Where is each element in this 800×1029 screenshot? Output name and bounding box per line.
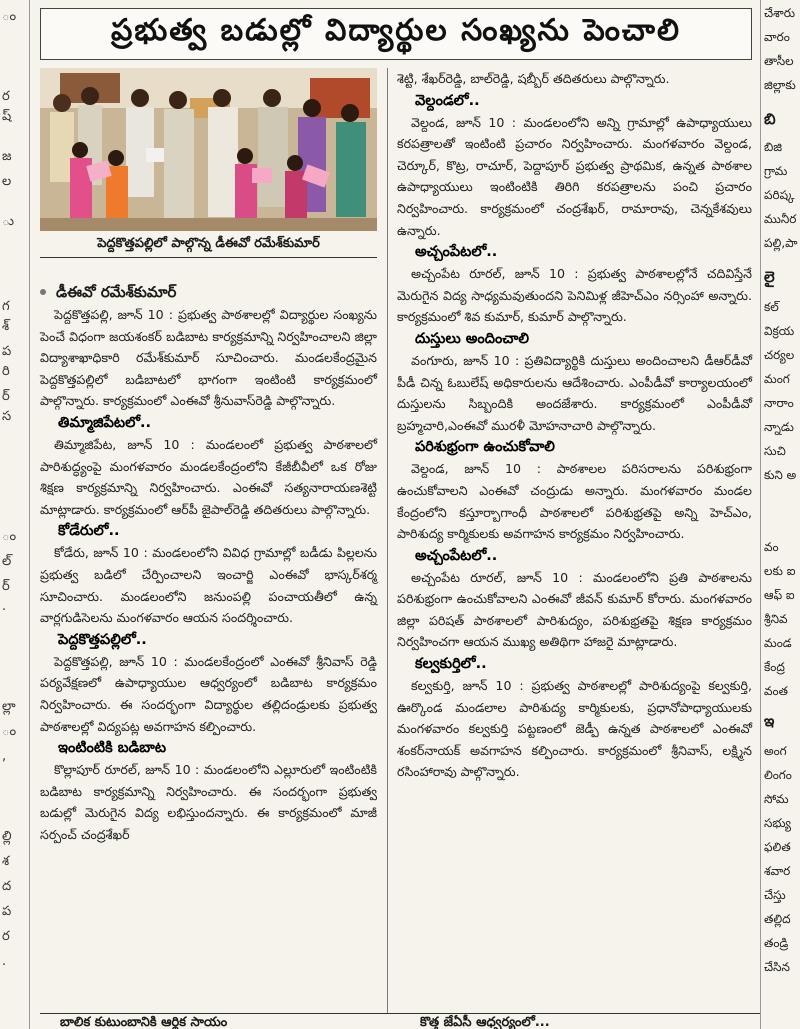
paragraph-kalwakurthy: కల్వకుర్తి, జూన్ 10 : ప్రభుత్వ పాఠశాలల్లో పారిశుద్యంపై కల్వకుర్తి, ఊర్కొండ మండలాల పారిశుద్య కార్మికులకు, ప్రధానోపాధ్యాయులకు మంగళవారం కల్వకుర్తి పట్టణంలో జెడ్పీ ఉన్నత పాఠశాలలో ఎంఈవో శంకర్‌నాయక్ అవగాహన కల్పించారు. కార్యక్రమంలో శ్రీనివాస్, లక్ష్మిన రసింహారావు పాల్గొన్నారు. — [397, 678, 752, 780]
edge-line: చేసిన — [764, 960, 790, 974]
news-photo — [40, 68, 377, 231]
subhead-achampet-2: అచ్చంపేటలో.. — [415, 547, 498, 564]
byline-text: డీఈవో రమేశ్‌కుమార్ — [56, 283, 177, 301]
edge-heading: ఇ — [764, 712, 775, 730]
column-divider — [387, 68, 388, 1013]
edge-line: ఫలిత — [764, 840, 791, 854]
edge-heading: లై — [764, 268, 775, 286]
adjacent-column-left: ం ర ష్ జ ల ు గ శ్ ప రి ర్ స ం ల్ ర్ . ల్లా ం , ల్లి శ ద ప ర . — [0, 0, 30, 1029]
edge-line: శవార — [764, 864, 791, 878]
subhead-timmajipeta: తిమ్మాజిపేటలో.. — [58, 414, 152, 431]
edge-line: తాసీల — [764, 54, 794, 68]
next-articles-strip — [40, 1013, 760, 1029]
edge-line: సుచి — [764, 444, 786, 458]
paragraph-kollapur: కొల్లాపూర్ రూరల్, జూన్ 10 : మండలంలోని ఎల్లూరులో ఇంటింటికి బడిబాట కార్యక్రమాన్ని నిర్వహించారు. ఈ సందర్భంగా ప్రభుత్వ బడుల్లో మెరుగైన విద్య లభిస్తుందన్నారు. ఈ కార్యక్రమంలో మాజీ సర్పంచ్ చంద్రశేఖర్ — [40, 762, 377, 842]
paragraph-achampet-2: అచ్చంపేట రూరల్, జూన్ 10 : మండలంలోని ప్రతి పాఠశాలను పరిశుభ్రంగా ఉంచుకోవాలని ఎంఈవో జీవన్ కుమార్ కోరారు. మంగళవారం జిల్లా పరిషత్ పాఠశాలలో పారిశుద్యం, పరిశుభ్రతపై శిక్షణ కార్యక్రమం నిర్వహించగా ఆయన ముఖ్య అతిథిగా హాజరై మాట్లాడారు. — [397, 569, 752, 650]
edge-line: వం — [764, 540, 779, 554]
article-left-column — [40, 280, 377, 845]
subhead-koderu: కోడేరులో.. — [58, 523, 120, 540]
edge-line: విక్రయ — [764, 324, 795, 338]
subhead-parishubhranga: పరిశుభ్రంగా ఉంచుకోవాలి — [415, 439, 555, 456]
paragraph-continued: శెట్టి, శేఖర్‌రెడ్డి, బాల్‌రెడ్డి, షబ్బీర్ తదితరులు పాల్గొన్నారు. — [397, 71, 670, 86]
edge-line: లకు ఐ — [764, 564, 796, 578]
paragraph-vanguru: వంగూరు, జూన్ 10 : ప్రతివిద్యార్థికి దుస్తులు అందించాలని డీఆర్‌డీవో పీడీ చిన్న ఓబులేష్ అధికారులను ఆదేశించారు. ఎంపీడీవో కార్యాలయంలో దుస్తులను సిబ్బందికి అందజేశారు. కార్యక్రమంలో ఎంపీడీవో బ్రహ్మచారి,ఎంఈవో మురళీ మోహనాచారి పాల్గొన్నారు. — [397, 352, 752, 433]
paragraph-peddakothapalli: పెద్దకొత్తపల్లి, జూన్ 10 : మండలకేంద్రంలో ఎంఈవో శ్రీనివాస్ రెడ్డి పర్యవేక్షణలో ఉపాధ్యాయుల ఆధ్వర్యంలో బడిబాట కార్యక్రమం నిర్వహించారు. ఈ సందర్భంగా విద్యార్థుల తల్లిదండ్రులకు ప్రభుత్వ పాఠశాలల్లో విద్యపట్ల అవగాహన కల్పించారు. — [40, 653, 377, 734]
edge-line: పరిష్క — [764, 188, 795, 202]
edge-line: శ్రీనివ — [764, 612, 788, 626]
article-right-column — [397, 68, 752, 783]
edge-line: చేశారు — [764, 6, 795, 20]
edge-line: పల్లి,పా — [764, 236, 798, 250]
edge-line: తల్లిద — [764, 912, 791, 926]
paragraph-achampet: అచ్చంపేట రూరల్, జూన్ 10 : ప్రభుత్వ పాఠశాలల్లోనే చదివిస్తేనే మెరుగైన విద్య సాధ్యమవుతుందని పెనిమిళ్ల జీహెచ్‌ఎం నర్సింహా అన్నారు. కార్యక్రమంలో శివ కుమార్, కుమార్ పాల్గొన్నారు. — [397, 266, 752, 325]
photo-caption: పెద్దకొత్తపల్లిలో పాల్గొన్న డీఈవో రమేశ్‌కుమార్ — [40, 232, 377, 258]
edge-line: చర్యల — [764, 348, 795, 362]
edge-line: లింగం — [764, 768, 792, 782]
edge-line: మంగ — [764, 372, 790, 386]
edge-line: వారం — [764, 30, 790, 44]
lead-paragraph: పెద్దకొత్తపల్లి, జూన్ 10 : ప్రభుత్వ పాఠశాలల్లో విద్యార్థుల సంఖ్యను పెంచే విధంగా జయశంకర్ బడిబాట కార్యక్రమాన్ని నిర్వహించాలని జిల్లా విద్యాశాఖాధికారి రమేశ్‌కుమార్ సూచించారు. మండలకేంద్రమైన పెద్దకొత్తపల్లిలో బడిబాటలో భాగంగా ఇంటింటి కార్యక్రమంలో పాల్గొన్నారు. కార్యక్రమంలో ఎంఈవో శ్రీనువాస్‌రెడ్డి పాల్గొన్నారు. — [40, 307, 377, 409]
edge-heading: బి — [764, 110, 776, 128]
adjacent-column-right — [760, 0, 800, 1029]
byline — [40, 280, 377, 304]
edge-line: నారాం — [764, 396, 794, 410]
next-headline-right: కొత్త జేఏసీ ఆధ్వర్యంలో... — [420, 1015, 550, 1029]
subhead-achampet: అచ్చంపేటలో.. — [415, 244, 498, 261]
bullet-icon — [40, 289, 46, 295]
subhead-peddakothapalli: పెద్దకొత్తపల్లిలో.. — [58, 631, 147, 648]
edge-line: సోమ — [764, 792, 789, 806]
edge-line: వంత — [764, 684, 788, 698]
subhead-dusthulu: దుస్తులు అందించాలి — [415, 330, 529, 347]
edge-line: మండ — [764, 636, 792, 650]
edge-line: తండ్రి — [764, 936, 789, 950]
edge-line: కల్ — [764, 300, 779, 314]
edge-line: ఆఫ్ ఐ — [764, 588, 795, 602]
subhead-veldanda: వెల్దండలో.. — [415, 92, 480, 109]
subhead-intintiki-badibata: ఇంటింటికి బడిబాట — [58, 740, 167, 757]
paragraph-koderu: కోడేరు, జూన్ 10 : మండలంలోని వివిధ గ్రామాల్లో బడీడు పిల్లలను ప్రభుత్వ బడిలో చేర్పించాలని ఇంచార్జి ఎంఈవో భాస్కర్‌శర్మ సూచించారు. మండలంలోని జనుంపల్లి పంచాయతీలో ఉన్న వార్లగుడిసెలను మంగళవారం ఆయన సందర్శించారు. — [40, 545, 377, 626]
edge-line: కేంద్ర — [764, 660, 785, 674]
headline-box — [40, 8, 752, 60]
edge-line: అంగ — [764, 744, 787, 758]
edge-line: గ్రామ — [764, 164, 788, 178]
edge-line: కుని అ — [764, 468, 797, 482]
edge-line: చేస్తు — [764, 888, 786, 902]
paragraph-veldanda: వెల్దండ, జూన్ 10 : మండలంలోని అన్ని గ్రామాల్లో ఉపాధ్యాయులు కరపత్రాలతో ఇంటింటి ప్రచారం నిర్వహించారు. మంగళవారం వెల్దండ, చెర్కూర్, కొట్ర, రాచూర్, పెద్దాపూర్ ప్రభుత్వ ప్రాథమిక, ఉన్నత పాఠశాల ఉపాధ్యాయులు ఇంటింటికి తిరిగి కరపత్రాలను పంచి ప్రచారం నిర్వహించారు. కార్యక్రమంలో చంద్రశేఖర్, రామారావు, చెన్నకేశవులు ఉన్నారు. — [397, 114, 752, 238]
edge-line: బిజి — [764, 140, 783, 154]
edge-line: న్నాడు — [764, 420, 794, 434]
next-headline-left: బాలిక కుటుంబానికి ఆర్థిక సాయం — [60, 1015, 228, 1029]
subhead-kalwakurthy: కల్వకుర్తిలో.. — [415, 656, 487, 673]
edge-line: సభ్యు — [764, 816, 791, 830]
edge-line: జిల్లాకు — [764, 78, 796, 92]
paragraph-timmajipeta: తిమ్మాజిపేట, జూన్ 10 : మండలంలో ప్రభుత్వ పాఠశాలలో పారిశుద్ధ్యంపై మంగళవారం మండలకేంద్రంలోని కేజీబీవీలో ఒక రోజు శిక్షణ కార్యక్రమాన్ని నిర్వహించారు. ఎంఈవో సత్యనారాయణశెట్టి మాట్లాడారు. కార్యక్రమంలో ఆర్‌పీ జైపాల్‌రెడ్డి తదితరులు పాల్గొన్నారు. — [40, 436, 377, 517]
headline: ప్రభుత్వ బడుల్లో విద్యార్థుల సంఖ్యను పెంచాలి — [111, 13, 681, 48]
paragraph-veldanda-cleanliness: వెల్దండ, జూన్ 10 : పాఠశాలల పరిసరాలను పరిశుభ్రంగా ఉంచుకోవాలని ఎంఈవో చంద్రుడు అన్నారు. మంగళవారం మండల కేంద్రంలోని కస్తూర్బాగాంధీ పాఠశాలలో పరిశుభ్రతపై అన్ని హెచ్‌ఎం, పారిశుద్య కార్మికులకు అవగాహన కార్యక్రమం నిర్వహించారు. — [397, 461, 752, 542]
edge-line: మునీర — [764, 212, 797, 226]
